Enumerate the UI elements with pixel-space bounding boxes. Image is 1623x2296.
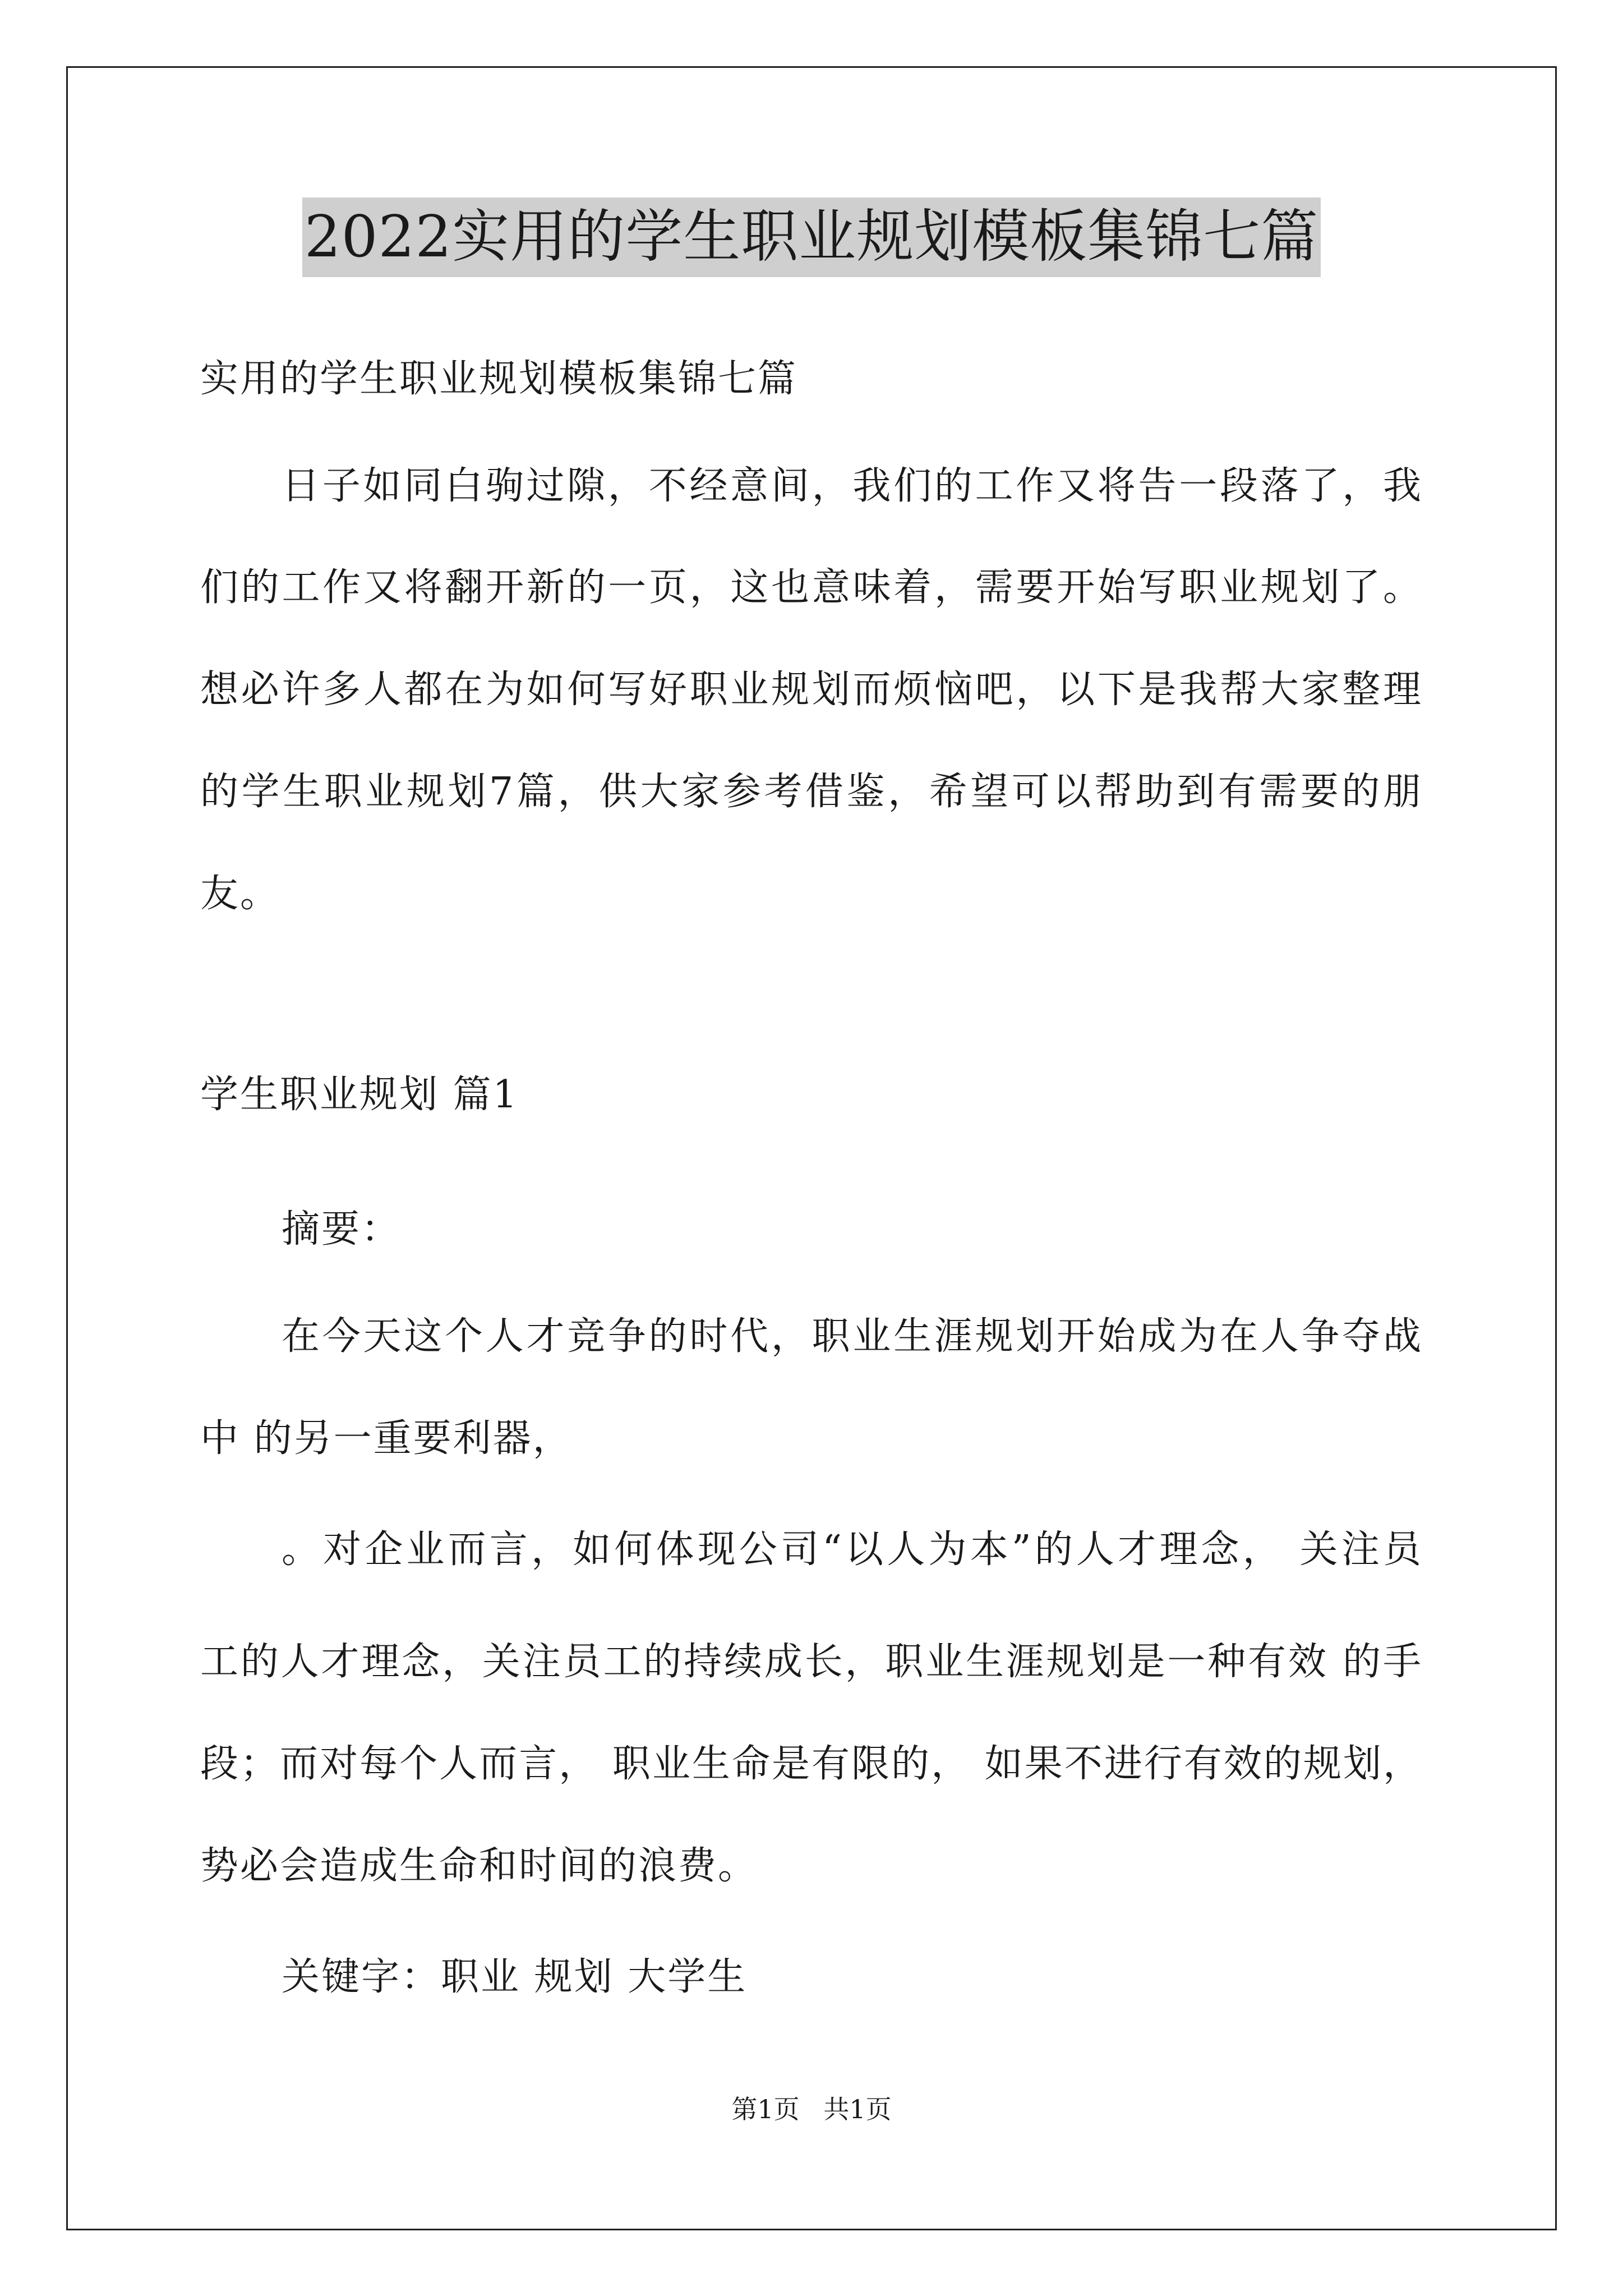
intro-line-5: 友。 xyxy=(200,872,280,916)
para1-line-1: 在今天这个人才竞争的时代，职业生涯规划开始成为在人争夺战 xyxy=(282,1314,1423,1359)
para2-line-1: 。对企业而言，如何体现公司“以人为本”的人才理念， 关注员 xyxy=(282,1527,1423,1572)
para2-line-4: 势必会造成生命和时间的浪费。 xyxy=(200,1844,758,1888)
para1-line-2: 中 的另一重要利器， xyxy=(200,1416,573,1461)
page-footer xyxy=(0,2092,1623,2126)
intro-line-2: 们的工作又将翻开新的一页，这也意味着，需要开始写职业规划了。 xyxy=(200,565,1423,610)
keywords-line: 关键字：职业 规划 大学生 xyxy=(282,1955,748,1999)
intro-line-3: 想必许多人都在为如何写好职业规划而烦恼吧，以下是我帮大家整理 xyxy=(200,668,1423,712)
footer-page-total: 共1页 xyxy=(823,2094,892,2124)
document-subtitle: 实用的学生职业规划模板集锦七篇 xyxy=(200,357,798,401)
document-title: 2022实用的学生职业规划模板集锦七篇 xyxy=(302,197,1321,277)
section-heading: 学生职业规划 篇1 xyxy=(200,1073,519,1117)
footer-page-current: 第1页 xyxy=(731,2094,800,2124)
abstract-label: 摘要： xyxy=(282,1207,402,1251)
para2-line-3: 段；而对每个人而言， 职业生命是有限的， 如果不进行有效的规划， xyxy=(200,1742,1423,1786)
para2-line-2: 工的人才理念，关注员工的持续成长，职业生涯规划是一种有效 的手 xyxy=(200,1640,1423,1684)
intro-line-1: 日子如同白驹过隙，不经意间，我们的工作又将告一段落了，我 xyxy=(282,464,1423,508)
title-container xyxy=(0,197,1623,277)
intro-line-4: 的学生职业规划7篇，供大家参考借鉴，希望可以帮助到有需要的朋 xyxy=(200,770,1423,814)
